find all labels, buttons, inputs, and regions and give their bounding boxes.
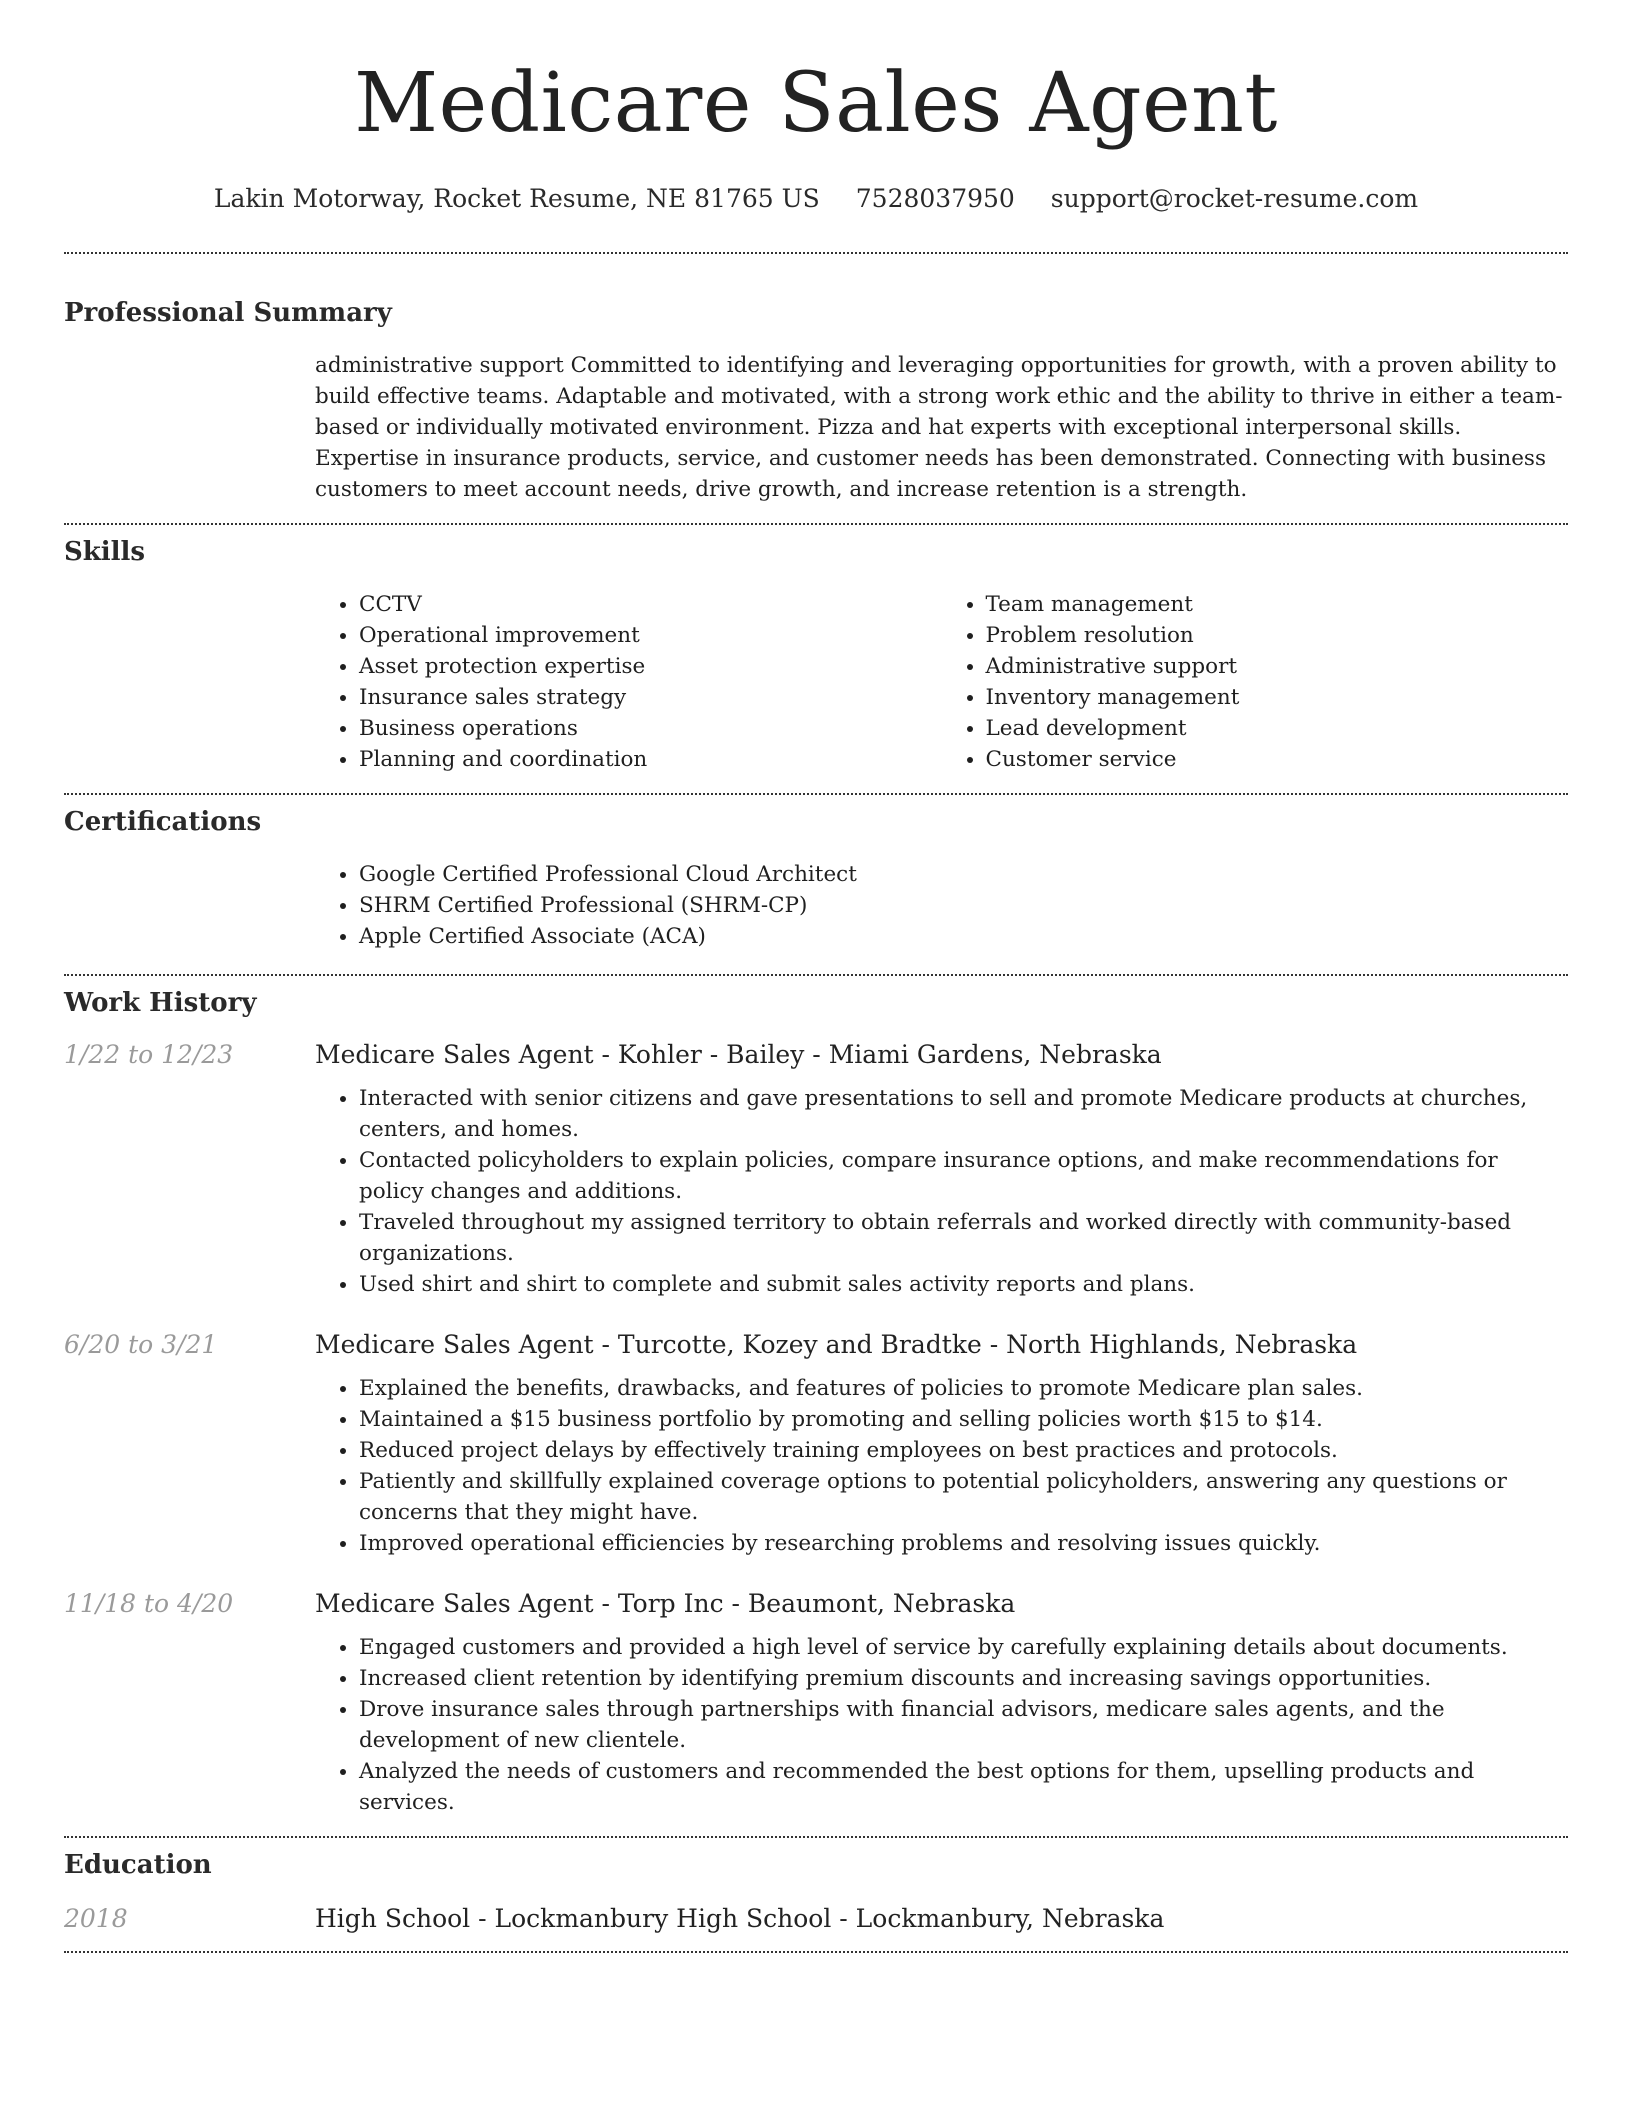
list-item: • Engaged customers and provided a high level of service by carefully explaining details about documents. — [359, 1632, 1568, 1663]
divider — [64, 793, 1568, 795]
list-item: • Interacted with senior citizens and gave presentations to sell and promote Medicare products at churches, centers, and homes. — [359, 1083, 1568, 1145]
education-section — [64, 1848, 1568, 1933]
job-header — [64, 1040, 1568, 1069]
divider — [64, 252, 1568, 254]
job-date: 11/18 to 4/20 — [64, 1589, 234, 1618]
list-item: • Explained the benefits, drawbacks, and features of policies to promote Medicare plan sales. — [359, 1373, 1568, 1404]
list-item: • Inventory management — [986, 682, 1569, 713]
section-title-education: Education — [64, 1850, 212, 1880]
job-bullets — [64, 1632, 1568, 1818]
certifications-list — [315, 859, 1568, 952]
list-item: • Analyzed the needs of customers and recommended the best options for them, upselling products and services. — [359, 1756, 1568, 1818]
job-header — [64, 1330, 1568, 1359]
list-item: • SHRM Certified Professional (SHRM-CP) — [359, 890, 1568, 921]
certifications-section — [64, 805, 1568, 952]
list-item: • Reduced project delays by effectively training employees on best practices and protocols. — [359, 1435, 1568, 1466]
list-item: • Business operations — [359, 713, 942, 744]
list-item: • Problem resolution — [986, 620, 1569, 651]
education-entry — [64, 1904, 1568, 1933]
resume-name: Medicare Sales Agent — [354, 56, 1278, 151]
job-bullets — [64, 1373, 1568, 1559]
work-section — [64, 986, 1568, 1818]
divider — [64, 1836, 1568, 1838]
list-item: • Maintained a $15 business portfolio by promoting and selling policies worth $15 to $14. — [359, 1404, 1568, 1435]
contact-address: Lakin Motorway, Rocket Resume, NE 81765 US — [213, 184, 820, 213]
divider — [64, 1951, 1568, 1953]
job-date: 6/20 to 3/21 — [64, 1330, 218, 1359]
list-item: • Apple Certified Associate (ACA) — [359, 921, 1568, 952]
summary-body — [64, 350, 1568, 505]
list-item: • Patiently and skillfully explained coverage options to potential policyholders, answering any questions or concerns that they might have. — [359, 1466, 1568, 1528]
skills-list-left — [315, 589, 942, 775]
list-item: • CCTV — [359, 589, 942, 620]
list-item: • Improved operational efficiencies by researching problems and resolving issues quickly. — [359, 1528, 1568, 1559]
skills-section — [64, 535, 1568, 775]
skills-list-right — [942, 589, 1569, 775]
job-entry — [64, 1589, 1568, 1818]
list-item: • Increased client retention by identifying premium discounts and increasing savings opportunities. — [359, 1663, 1568, 1694]
contact-phone: 7528037950 — [855, 184, 1015, 213]
job-date: 1/22 to 12/23 — [64, 1040, 234, 1069]
list-item: • Asset protection expertise — [359, 651, 942, 682]
summary-text: administrative support Committed to identifying and leveraging opportunities for growth, with a proven ability to build effective teams. Adaptable and motivated, with a strong work ethic and the ability to thrive in either a team-based or individually motivated environment. Pizza and hat experts with exceptional interpersonal skills. Expertise in insurance products, service, and customer needs has been demonstrated. Connecting with business customers to meet account needs, drive growth, and increase retention is a strength. — [315, 353, 1563, 502]
job-bullets — [64, 1083, 1568, 1300]
summary-section — [64, 296, 1568, 505]
section-title-certifications: Certifications — [64, 807, 262, 837]
list-item: • Customer service — [986, 744, 1569, 775]
job-header — [64, 1589, 1568, 1618]
list-item: • Traveled throughout my assigned territory to obtain referrals and worked directly with community-based organizations. — [359, 1207, 1568, 1269]
list-item: • Team management — [986, 589, 1569, 620]
job-bullet-list — [315, 1373, 1568, 1559]
list-item: • Used shirt and shirt to complete and submit sales activity reports and plans. — [359, 1269, 1568, 1300]
list-item: • Planning and coordination — [359, 744, 942, 775]
list-item: • Operational improvement — [359, 620, 942, 651]
section-title-skills: Skills — [64, 537, 146, 567]
contact-email: support@rocket-resume.com — [1050, 184, 1419, 213]
job-entry — [64, 1330, 1568, 1559]
list-item: • Administrative support — [986, 651, 1569, 682]
job-entry — [64, 1040, 1568, 1300]
job-title: Medicare Sales Agent - Torp Inc - Beaumont, Nebraska — [315, 1589, 1016, 1618]
skills-body — [64, 589, 1568, 775]
job-bullet-list — [315, 1632, 1568, 1818]
section-title-summary: Professional Summary — [64, 298, 392, 328]
divider — [64, 523, 1568, 525]
divider — [64, 974, 1568, 976]
job-bullet-list — [315, 1083, 1568, 1300]
list-item: • Google Certified Professional Cloud Architect — [359, 859, 1568, 890]
job-title: Medicare Sales Agent - Kohler - Bailey - Miami Gardens, Nebraska — [315, 1040, 1162, 1069]
section-title-work: Work History — [64, 988, 257, 1018]
list-item: • Insurance sales strategy — [359, 682, 942, 713]
job-title: Medicare Sales Agent - Turcotte, Kozey and Bradtke - North Highlands, Nebraska — [315, 1330, 1358, 1359]
list-item: • Lead development — [986, 713, 1569, 744]
contact-line — [64, 182, 1568, 216]
education-title: High School - Lockmanbury High School - Lockmanbury, Nebraska — [315, 1904, 1165, 1933]
resume-page — [64, 0, 1568, 1953]
list-item: • Drove insurance sales through partnerships with financial advisors, medicare sales agents, and the development of new clientele. — [359, 1694, 1568, 1756]
certifications-body — [64, 859, 1568, 952]
list-item: • Contacted policyholders to explain policies, compare insurance options, and make recommendations for policy changes and additions. — [359, 1145, 1568, 1207]
education-date: 2018 — [64, 1904, 128, 1933]
